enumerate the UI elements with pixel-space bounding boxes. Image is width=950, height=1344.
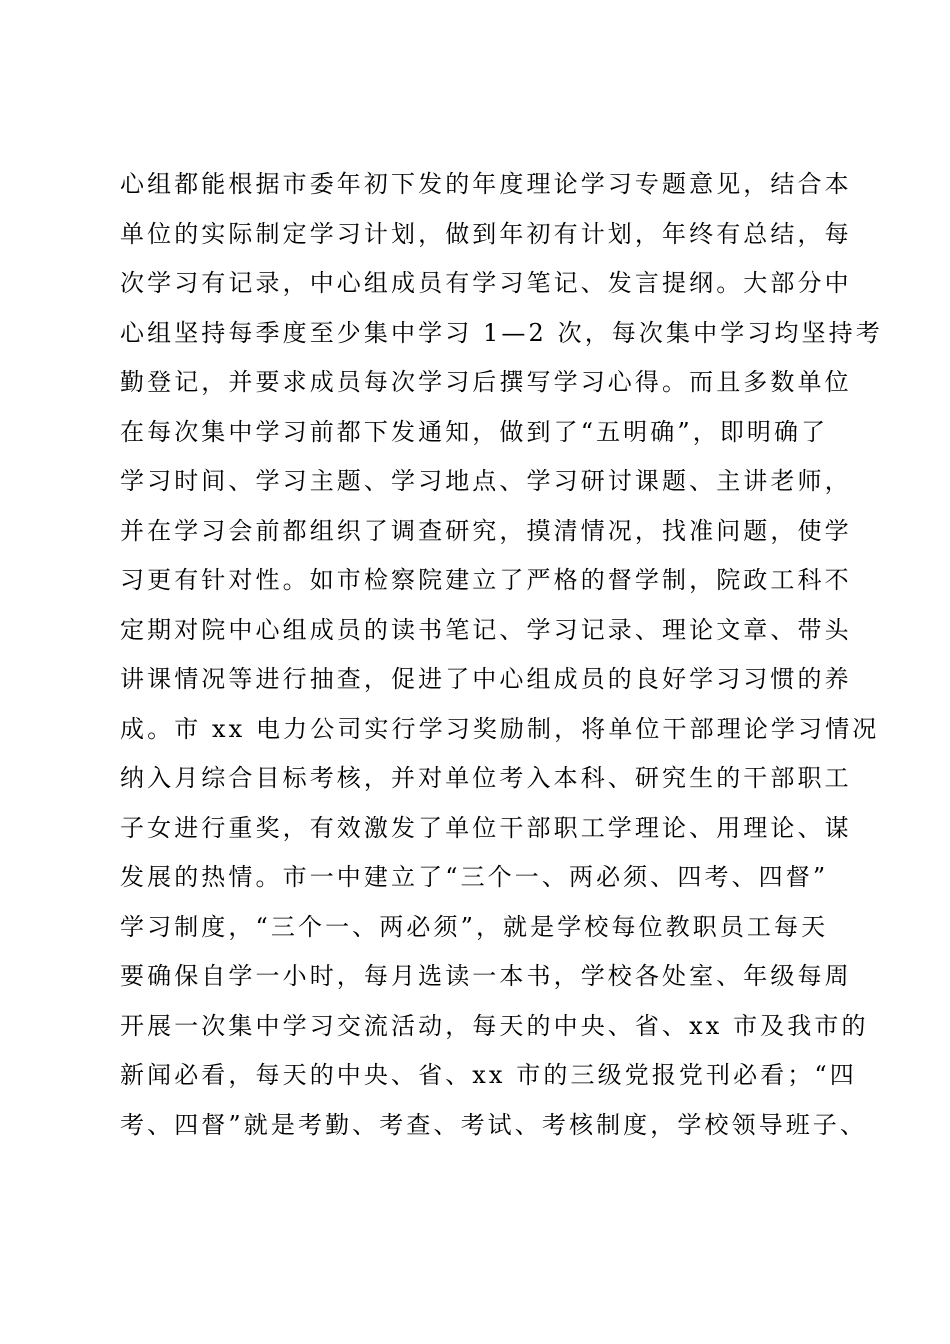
text-line-2: 单位的实际制定学习计划，做到年初有计划，年终有总结，每 xyxy=(120,219,852,248)
text-line-5: 勤登记，并要求成员每次学习后撰写学习心得。而且多数单位 xyxy=(120,368,852,396)
text-line-8: 并在学习会前都组织了调查研究，摸清情况，找准问题，使学 xyxy=(120,516,852,545)
text-line-14: 子女进行重奖，有效激发了单位干部职工学理论、用理论、谋 xyxy=(120,813,852,842)
text-line-20: 考、四督”就是考勤、考查、考试、考核制度，学校领导班子、 xyxy=(120,1110,868,1139)
text-line-13: 纳入月综合目标考核，并对单位考入本科、研究生的干部职工 xyxy=(120,764,852,792)
text-line-11: 讲课情况等进行抽查，促进了中心组成员的良好学习习惯的养 xyxy=(120,665,852,693)
text-line-18: 开展一次集中学习交流活动，每天的中央、省、xx 市及我市的 xyxy=(120,1011,869,1040)
text-line-4: 心组坚持每季度至少集中学习 1—2 次，每次集中学习均坚持考 xyxy=(120,318,883,347)
text-line-10: 定期对院中心组成员的读书笔记、学习记录、理论文章、带头 xyxy=(120,615,852,644)
body-paragraph xyxy=(120,160,883,1150)
text-line-3: 次学习有记录，中心组成员有学习笔记、发言提纲。大部分中 xyxy=(120,269,852,297)
text-line-15: 发展的热情。市一中建立了“三个一、两必须、四考、四督” xyxy=(120,863,829,891)
text-line-16: 学习制度，“三个一、两必须”，就是学校每位教职员工每天 xyxy=(120,912,829,941)
text-line-19: 新闻必看，每天的中央、省、xx 市的三级党报党刊必看；“四 xyxy=(120,1061,857,1089)
text-line-17: 要确保自学一小时，每月选读一本书，学校各处室、年级每周 xyxy=(120,962,852,990)
text-line-7: 学习时间、学习主题、学习地点、学习研讨课题、主讲老师， xyxy=(120,467,852,495)
text-line-12: 成。市 xx 电力公司实行学习奖励制，将单位干部理论学习情况 xyxy=(120,714,880,743)
text-line-6: 在每次集中学习前都下发通知，做到了“五明确”，即明确了 xyxy=(120,417,829,446)
text-line-9: 习更有针对性。如市检察院建立了严格的督学制，院政工科不 xyxy=(120,566,852,594)
text-line-1: 心组都能根据市委年初下发的年度理论学习专题意见，结合本 xyxy=(120,170,852,198)
